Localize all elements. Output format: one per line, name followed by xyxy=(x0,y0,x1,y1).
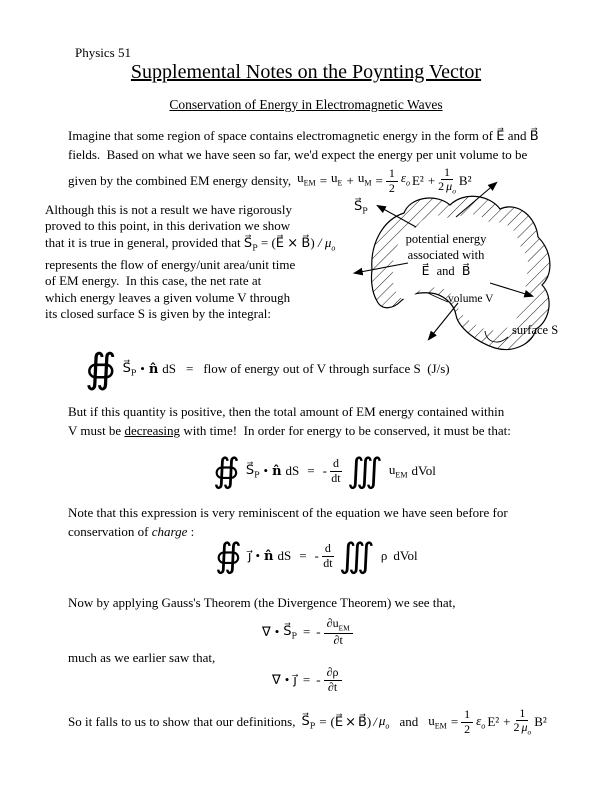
text-line xyxy=(45,306,335,322)
p-subscript: P xyxy=(130,368,137,378)
flux-equation-description: flow of energy out of V through surface S (J/s) xyxy=(203,361,450,376)
epsilon-letter: ε xyxy=(476,713,482,729)
em-subscript: EM xyxy=(434,721,447,731)
o-subscript: o xyxy=(527,727,532,737)
course-label xyxy=(75,45,131,61)
text-line xyxy=(68,146,539,164)
surface-element: dS xyxy=(162,361,176,376)
s-vector: S⃗ xyxy=(301,713,310,729)
dot-operator: • xyxy=(284,672,290,687)
b-squared: B² xyxy=(458,173,472,188)
minus-sign: - xyxy=(316,624,321,639)
fraction-one-half xyxy=(461,708,473,737)
equals-sign: = xyxy=(450,714,459,729)
volume-diagram xyxy=(330,165,612,370)
numerator xyxy=(324,617,353,634)
final-definitions-paragraph xyxy=(68,702,547,742)
poynting-vector-label xyxy=(354,199,368,219)
e-field-vector-symbol: E⃗ xyxy=(334,714,344,730)
s-vector: S⃗ xyxy=(283,623,292,639)
numerator: ∂ρ xyxy=(324,666,342,681)
much-as-paragraph xyxy=(68,650,215,666)
derivation-line5: of EM energy. In this case, the net rate at xyxy=(45,273,262,289)
charge-line1: Note that this expression is very reminiscent of the equation we have seen before for xyxy=(68,505,508,520)
text-line xyxy=(45,290,335,306)
caption-line xyxy=(382,263,510,279)
text-line xyxy=(45,273,335,289)
u-letter: u xyxy=(388,462,396,478)
derivation-line7: its closed surface S is given by the integral: xyxy=(45,306,272,322)
mu-letter: μ xyxy=(324,234,332,250)
equals-sign: = xyxy=(375,173,383,188)
p-subscript: P xyxy=(252,243,258,253)
divide-slash: / xyxy=(317,234,322,250)
text-line xyxy=(68,503,508,522)
equals-sign: = xyxy=(260,234,269,250)
m-subscript: M xyxy=(364,178,372,188)
final-text: So it falls to us to show that our definitions, xyxy=(68,714,296,729)
flux-definition-equation xyxy=(85,345,450,393)
o-subscript: o xyxy=(385,721,390,731)
equals-sign: = xyxy=(302,672,311,687)
minus-sign: - xyxy=(314,548,319,563)
charge-line2a: conservation of xyxy=(68,524,149,539)
denominator: ∂t xyxy=(333,632,343,647)
cross-product-symbol: × xyxy=(345,714,356,730)
time-derivative-fraction xyxy=(322,542,334,571)
poynting-vector-symbol xyxy=(302,714,316,731)
partial-u: ∂u xyxy=(326,615,339,630)
numerator: 1 xyxy=(516,707,528,722)
u-letter: u xyxy=(428,713,435,729)
caption-line1: potential energy xyxy=(405,232,487,246)
triple-integral-symbol: ∭ xyxy=(338,536,375,576)
o-subscript: o xyxy=(452,186,456,196)
dot-operator: • xyxy=(255,548,261,563)
u-letter: u xyxy=(357,170,365,186)
triple-integral-symbol: ∭ xyxy=(346,451,383,491)
caption-line xyxy=(382,247,510,263)
divergence-poynting-equation xyxy=(262,612,356,652)
gauss-theorem-paragraph xyxy=(68,595,456,611)
p-subscript: P xyxy=(362,206,368,216)
much-as-line1: much as we earlier saw that, xyxy=(68,650,216,665)
partial-derivative-fraction xyxy=(324,666,342,695)
s-vector: S⃗ xyxy=(243,235,253,251)
text-line xyxy=(45,257,335,273)
equals-sign: = xyxy=(319,173,328,188)
volume-element: dVol xyxy=(411,463,436,478)
derivation-paragraph xyxy=(45,202,335,322)
divide-slash: / xyxy=(373,714,377,729)
b-field-vector-symbol: B⃗ xyxy=(358,714,367,730)
denominator: dt xyxy=(323,555,333,570)
numerator: d xyxy=(322,542,334,557)
o-subscript: o xyxy=(331,243,336,253)
energy-flow-arrow-bottom xyxy=(429,303,458,339)
conservation-line2a: V must be xyxy=(68,423,122,438)
volume-label xyxy=(448,292,493,307)
text-line xyxy=(68,127,539,146)
s-vector: S⃗ xyxy=(354,199,363,214)
caption-line2: associated with xyxy=(407,248,485,262)
u-em-symbol xyxy=(428,713,447,731)
nabla-symbol: ∇ xyxy=(272,672,281,688)
charge-density-symbol: ρ xyxy=(380,548,388,563)
current-density-vector-symbol: j⃗ xyxy=(293,672,297,688)
plus-sign: + xyxy=(503,714,511,729)
decreasing-underlined: decreasing xyxy=(124,423,181,438)
left-paren: ( xyxy=(330,714,335,729)
right-paren: ) xyxy=(366,714,372,729)
s-vector: S⃗ xyxy=(245,462,255,478)
derivation-line4: represents the flow of energy/unit area/unit time xyxy=(45,256,296,272)
e-field-vector-symbol: E⃗ xyxy=(275,235,285,251)
normal-unit-vector-symbol: n̂ xyxy=(148,361,159,377)
plus-sign: + xyxy=(427,173,436,188)
e-squared: E² xyxy=(411,173,424,188)
surface-integral-symbol: ∯ xyxy=(215,536,242,576)
plus-sign: + xyxy=(346,173,354,188)
equals-sign: = xyxy=(186,361,194,376)
numerator: d xyxy=(330,457,342,472)
normal-unit-vector-symbol: n̂ xyxy=(264,548,274,564)
em-subscript: EM xyxy=(303,178,316,188)
mu-naught-symbol xyxy=(379,713,390,731)
b-field-vector-symbol: B⃗ xyxy=(301,235,311,251)
b-field-vector-symbol: B⃗ xyxy=(461,263,471,278)
poynting-vector-symbol xyxy=(283,624,297,641)
current-density-vector-symbol: j⃗ xyxy=(247,548,252,564)
volume-element: dVol xyxy=(393,548,418,563)
p-subscript: P xyxy=(309,721,316,731)
equals-sign: = xyxy=(307,463,315,478)
numerator: 1 xyxy=(441,166,453,181)
mu-letter: μ xyxy=(521,720,528,735)
caption-line xyxy=(382,231,510,247)
surface-integral-symbol: ∯ xyxy=(213,451,240,491)
conservation-line1: But if this quantity is positive, then the total amount of EM energy contained within xyxy=(68,404,505,419)
charge-line2b: : xyxy=(190,524,195,539)
u-letter: u xyxy=(297,170,304,186)
caption-and: and xyxy=(436,264,455,278)
page-subtitle xyxy=(0,97,612,113)
epsilon-letter: ε xyxy=(400,170,406,186)
equals-sign: = xyxy=(299,548,307,563)
text-line xyxy=(45,218,335,234)
s-vector: S⃗ xyxy=(122,360,131,376)
text-line xyxy=(68,421,511,440)
e-field-vector-symbol: E⃗ xyxy=(496,129,505,144)
normal-unit-vector-symbol: n̂ xyxy=(272,463,282,479)
partial-derivative-fraction xyxy=(324,617,353,648)
e-squared: E² xyxy=(487,714,500,729)
left-paren: ( xyxy=(271,234,276,250)
intro-line1-text: Imagine that some region of space contains electromagnetic energy in the form of xyxy=(68,128,493,143)
two: 2 xyxy=(513,720,520,735)
e-field-vector-symbol: E⃗ xyxy=(421,263,430,278)
page-title xyxy=(0,61,612,84)
conservation-line2b: with time! In order for energy to be conserved, it must be that: xyxy=(183,423,511,438)
nabla-symbol: ∇ xyxy=(262,624,271,640)
denominator xyxy=(514,721,532,737)
fraction-one-over-two-mu xyxy=(514,707,532,738)
o-subscript: o xyxy=(481,721,486,731)
derivation-line2: proved to this point, in this derivation we show xyxy=(45,218,291,234)
charge-italic: charge xyxy=(151,524,188,539)
potential-energy-caption xyxy=(382,231,510,279)
poynting-vector-symbol xyxy=(123,361,137,378)
mu-letter: μ xyxy=(446,179,453,194)
final-and: and xyxy=(399,714,419,729)
b-field-vector-symbol: B⃗ xyxy=(529,129,539,144)
surface-integral-symbol: ∯ xyxy=(85,346,117,392)
dot-operator: • xyxy=(140,361,145,376)
text-line xyxy=(45,202,335,218)
u-letter: u xyxy=(331,170,338,186)
surface-element: dS xyxy=(277,548,292,563)
denominator: dt xyxy=(331,470,341,485)
dot-operator: • xyxy=(263,463,269,478)
page-title-text: Supplemental Notes on the Poynting Vector xyxy=(130,61,482,83)
denominator: ∂t xyxy=(327,679,338,694)
em-subscript: EM xyxy=(395,470,408,480)
e-subscript: E xyxy=(337,178,343,188)
b-squared: B² xyxy=(534,714,547,729)
text-line xyxy=(68,402,511,421)
right-paren: ) xyxy=(310,234,315,250)
equals-sign: = xyxy=(319,714,327,729)
equals-sign: = xyxy=(302,624,311,639)
course-text: Physics 51 xyxy=(75,45,131,60)
poynting-definition-line xyxy=(45,235,335,257)
derivation-line3-text: that it is true in general, provided that xyxy=(45,234,241,250)
surface-label xyxy=(512,323,558,338)
dot-operator: • xyxy=(274,624,280,639)
u-em-symbol xyxy=(389,462,408,480)
poynting-vector-symbol xyxy=(246,463,260,480)
surface-label-text: surface S xyxy=(512,323,559,337)
denominator: 2 xyxy=(464,721,471,736)
p-subscript: P xyxy=(254,470,260,480)
intro-line3-text: given by the combined EM energy density, xyxy=(68,173,292,188)
epsilon-naught-symbol xyxy=(476,713,485,731)
cross-product-symbol: × xyxy=(287,235,299,251)
em-subscript: EM xyxy=(338,623,350,633)
intro-line2-text: fields. Based on what we have seen so far, we'd expect the energy per unit volume to be xyxy=(68,147,528,162)
two: 2 xyxy=(438,179,445,194)
numerator: 1 xyxy=(386,167,398,182)
divergence-current-equation xyxy=(272,660,345,700)
p-subscript: P xyxy=(291,631,297,641)
volume-label-text: volume V xyxy=(448,293,494,305)
numerator: 1 xyxy=(461,708,473,723)
o-subscript: o xyxy=(405,178,410,188)
conservation-paragraph xyxy=(68,402,511,440)
energy-conservation-equation xyxy=(213,445,436,497)
intro-and-text: and xyxy=(507,128,527,143)
charge-conservation-equation xyxy=(215,531,418,581)
derivation-line6: which energy leaves a given volume V through xyxy=(45,289,291,305)
minus-sign: - xyxy=(322,463,327,478)
minus-sign: - xyxy=(316,672,321,687)
derivation-line1: Although this is not a result we have rigorously xyxy=(45,202,292,217)
u-em-symbol xyxy=(297,169,316,193)
page-subtitle-text: Conservation of Energy in Electromagnetic Waves xyxy=(169,97,443,112)
gauss-line1: Now by applying Gauss's Theorem (the Divergence Theorem) we see that, xyxy=(68,595,456,610)
time-derivative-fraction xyxy=(330,457,342,486)
surface-element: dS xyxy=(285,463,300,478)
poynting-vector-symbol xyxy=(244,236,258,251)
denominator: 2 xyxy=(388,180,395,195)
mu-letter: μ xyxy=(378,713,386,729)
